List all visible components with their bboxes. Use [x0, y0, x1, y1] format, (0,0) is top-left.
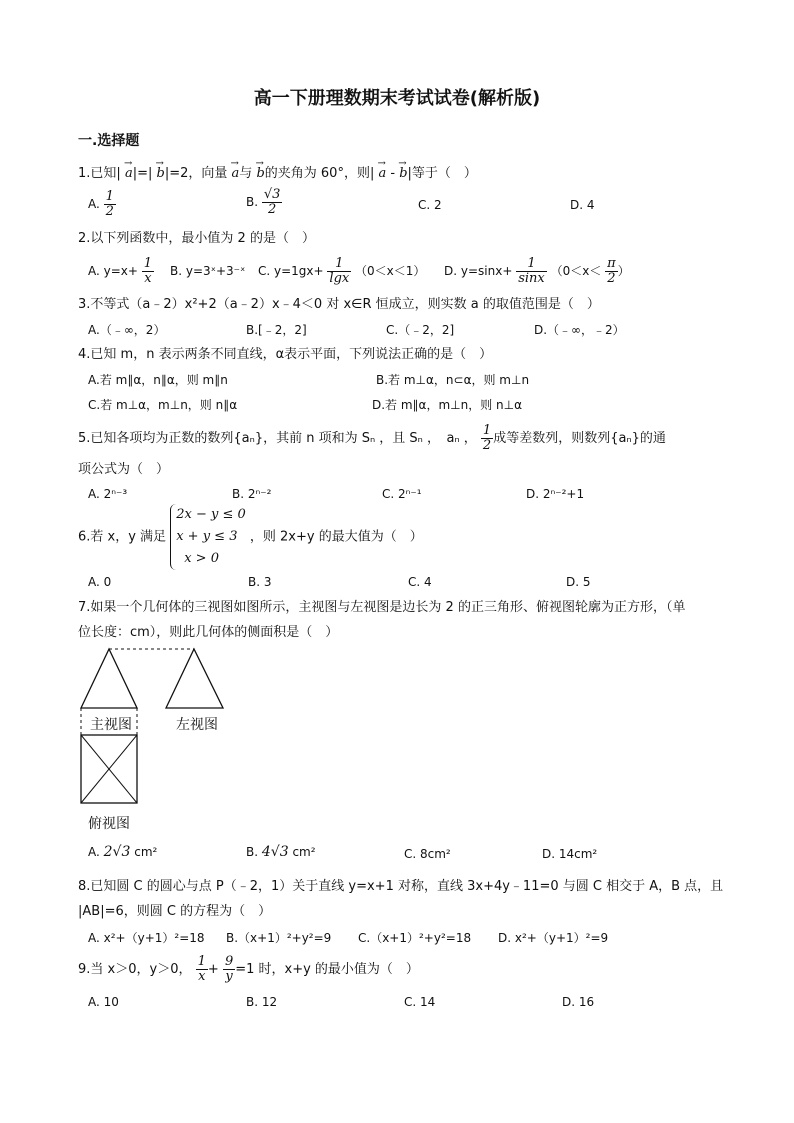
q4-option-a[interactable]: A.若 m∥α，n∥α，则 m∥n	[88, 373, 228, 387]
q1-option-c[interactable]: C. 2	[418, 198, 442, 212]
vector-b: → b	[157, 162, 165, 182]
question-5-line-1: 5.已知各项均为正数的数列{aₙ}，其前 n 项和为 Sₙ ，且 Sₙ ， aₙ ， $\frac{1}{2}$ 成等差数列，则数列{aₙ}的通	[78, 423, 666, 453]
q1-option-b[interactable]: B. $\frac{√3}{2}$	[246, 187, 281, 217]
q3-option-d[interactable]: D.（﹣∞，﹣2）	[534, 323, 625, 337]
question-1: 1.已知| → a|=| → b|=2，向量 → a与 → b的夹角为 60°，则| → a - → b|等于（ ）	[78, 162, 477, 182]
fraction: $\frac{1}{2}$	[482, 423, 492, 453]
fraction: $\frac{1}{x}$	[197, 954, 206, 984]
q8-option-b[interactable]: B.（x+1）²+y²=9	[226, 931, 332, 945]
vector-a: → a	[125, 162, 133, 182]
q5-option-d[interactable]: D. 2ⁿ⁻²+1	[526, 487, 585, 501]
q2-option-b[interactable]: B. y=3ˣ+3⁻ˣ	[170, 264, 246, 278]
constraint-system: 2x − y ≤ 0 x + y ≤ 3 x > 0	[170, 504, 246, 570]
fraction: $\frac{\pi}{2}$	[607, 256, 616, 286]
top-view-label: 俯视图	[88, 816, 130, 832]
question-4: 4.已知 m，n 表示两条不同直线，α表示平面，下列说法正确的是（ ）	[78, 347, 493, 362]
section-heading: 一.选择题	[78, 133, 140, 149]
q6-option-b[interactable]: B. 3	[248, 575, 272, 589]
q3-option-b[interactable]: B.[﹣2，2]	[246, 323, 307, 337]
q7-option-d[interactable]: D. 14cm²	[542, 847, 598, 861]
q9-option-d[interactable]: D. 16	[562, 995, 595, 1009]
fraction: $\frac{1}{\sin x}$	[518, 256, 545, 286]
q1-option-a[interactable]: A. $\frac{1}{2}$	[88, 189, 114, 219]
q2-option-d[interactable]: D. y=sinx+ $\frac{1}{\sin x}$ （0＜x＜ $\frac{\pi}{2}$ ）	[444, 256, 630, 286]
question-7-line-1: 7.如果一个几何体的三视图如图所示，主视图与左视图是边长为 2 的正三角形、俯视图轮廓为正方形，（单	[78, 600, 686, 615]
q7-option-c[interactable]: C. 8cm²	[404, 847, 451, 861]
question-3: 3.不等式（a﹣2）x²+2（a﹣2）x﹣4＜0 对 x∈R 恒成立，则实数 a 的取值范围是（ ）	[78, 297, 600, 312]
fraction: $\frac{1}{x}$	[143, 256, 153, 286]
fraction: $\frac{9}{y}$	[224, 954, 234, 984]
q6-option-c[interactable]: C. 4	[408, 575, 432, 589]
front-view-triangle	[81, 649, 137, 708]
q7-option-b[interactable]: B. 4√3 cm²	[246, 844, 316, 860]
q2-option-a[interactable]: A. y=x+ $\frac{1}{x}$	[88, 256, 153, 286]
fraction: $\frac{1}{2}$	[105, 189, 114, 219]
q4-option-d[interactable]: D.若 m∥α，m⊥n，则 n⊥α	[372, 398, 523, 412]
side-view-triangle	[166, 649, 223, 708]
q9-option-c[interactable]: C. 14	[404, 995, 436, 1009]
q4-option-b[interactable]: B.若 m⊥α，n⊂α，则 m⊥n	[376, 373, 530, 387]
question-8-line-2: |AB|=6，则圆 C 的方程为（ ）	[78, 904, 272, 919]
page-title: 高一下册理数期末考试试卷(解析版)	[253, 88, 541, 109]
fraction: $\frac{√3}{2}$	[263, 187, 281, 217]
q8-option-d[interactable]: D. x²+（y+1）²=9	[498, 931, 609, 945]
front-view-label: 主视图	[90, 714, 132, 734]
question-6: 6.若 x，y 满足 2x − y ≤ 0 x + y ≤ 3 x > 0 ，则 2x+y 的最大值为（ ）	[78, 504, 423, 570]
q5-option-b[interactable]: B. 2ⁿ⁻²	[232, 487, 272, 501]
question-7-line-2: 位长度：cm），则此几何体的侧面积是（ ）	[78, 625, 339, 640]
q6-option-d[interactable]: D. 5	[566, 575, 591, 589]
q9-option-a[interactable]: A. 10	[88, 995, 119, 1009]
fraction: $\frac{1}{\lg x}$	[329, 256, 350, 286]
q8-option-a[interactable]: A. x²+（y+1）²=18	[88, 931, 205, 945]
q3-option-c[interactable]: C.（﹣2，2]	[386, 323, 455, 337]
q2-option-c[interactable]: C. y=1gx+ $\frac{1}{\lg x}$ （0＜x＜1）	[258, 256, 426, 286]
q3-option-a[interactable]: A.（﹣∞，2）	[88, 323, 166, 337]
q5-option-c[interactable]: C. 2ⁿ⁻¹	[382, 487, 422, 501]
q4-option-c[interactable]: C.若 m⊥α，m⊥n，则 n∥α	[88, 398, 238, 412]
q7-option-a[interactable]: A. 2√3 cm²	[88, 844, 158, 860]
question-5-line-2: 项公式为（ ）	[78, 462, 170, 477]
side-view-label: 左视图	[176, 717, 218, 733]
q8-option-c[interactable]: C.（x+1）²+y²=18	[358, 931, 472, 945]
question-8-line-1: 8.已知圆 C 的圆心与点 P（﹣2，1）关于直线 y=x+1 对称，直线 3x+4y﹣11=0 与圆 C 相交于 A，B 点，且	[78, 879, 724, 894]
q9-option-b[interactable]: B. 12	[246, 995, 278, 1009]
question-9: 9.当 x＞0，y＞0， $\frac{1}{x}$ + $\frac{9}{y}$ =1 时，x+y 的最小值为（ ）	[78, 954, 419, 984]
question-2: 2.以下列函数中，最小值为 2 的是（ ）	[78, 231, 315, 246]
q1-option-d[interactable]: D. 4	[570, 198, 595, 212]
q6-option-a[interactable]: A. 0	[88, 575, 112, 589]
q5-option-a[interactable]: A. 2ⁿ⁻³	[88, 487, 128, 501]
